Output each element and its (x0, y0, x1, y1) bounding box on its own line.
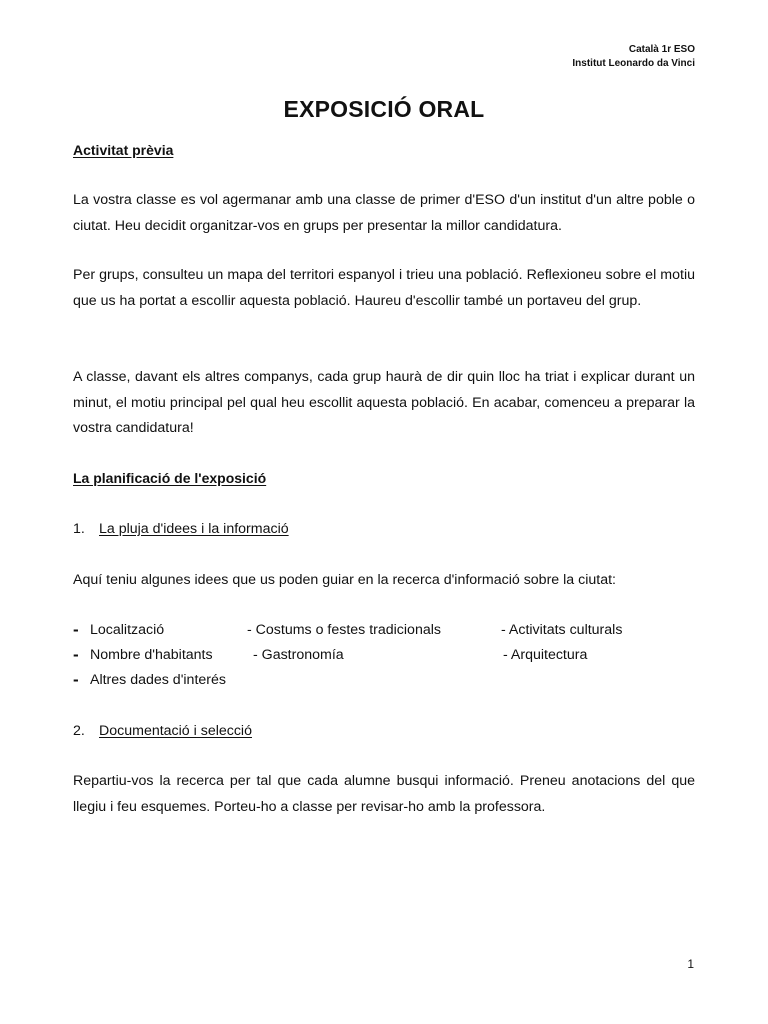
section-heading-activitat-previa: Activitat prèvia (73, 142, 174, 158)
bullet-item: - Arquitectura (503, 647, 588, 663)
header-course: Català 1r ESO (628, 44, 695, 55)
closing-paragraph: Repartiu-vos la recerca per tal que cada alumne busqui informació. Preneu anotacions del que llegiu i feu esquemes. Porteu-ho a classe per revisar-ho amb la professora. (73, 773, 695, 815)
numbered-item-1 (73, 521, 289, 537)
bullet-row (73, 622, 695, 647)
paragraph-2: Per grups, consulteu un mapa del territori espanyol i trieu una població. Reflexioneu sobre el motiu que us ha portat a escollir aquesta població. Haureu d'escollir també un portaveu del grup. (73, 267, 695, 309)
bullet-item: Localització (90, 622, 165, 638)
bullet-row (73, 647, 695, 672)
page-title: EXPOSICIÓ ORAL (283, 96, 485, 122)
bullet-item: Nombre d'habitants (90, 647, 213, 663)
paragraph-3: A classe, davant els altres companys, cada grup haurà de dir quin lloc ha triat i explicar durant un minut, el motiu principal pel qual heu escollit aquesta població. En acabar, comenceu a preparar la vostra candidatura! (73, 369, 695, 436)
ideas-intro: Aquí teniu algunes idees que us poden guiar en la recerca d'informació sobre la ciutat: (73, 572, 616, 588)
bullet-marker: - (73, 670, 79, 689)
item-label: Documentació i selecció (99, 723, 252, 739)
bullet-marker: - (73, 620, 79, 639)
bullet-item: Altres dades d'interés (90, 672, 226, 688)
page-number: 1 (687, 957, 694, 971)
item-number: 2. (73, 723, 85, 739)
numbered-item-2 (73, 723, 252, 739)
page-header (572, 43, 695, 71)
item-number: 1. (73, 521, 85, 537)
section-heading-planificacio: La planificació de l'exposició (73, 470, 267, 486)
bullet-marker: - (73, 645, 79, 664)
bullet-item: - Activitats culturals (501, 622, 623, 638)
item-label: La pluja d'idees i la informació (99, 521, 289, 537)
bullet-item: - Costums o festes tradicionals (247, 622, 441, 638)
header-school: Institut Leonardo da Vinci (572, 58, 695, 69)
bullet-item: - Gastronomía (253, 647, 344, 663)
bullet-row (73, 672, 695, 697)
paragraph-1: La vostra classe es vol agermanar amb una classe de primer d'ESO d'un institut d'un altre poble o ciutat. Heu decidit organitzar-vos en grups per presentar la millor candidatura. (73, 192, 695, 234)
